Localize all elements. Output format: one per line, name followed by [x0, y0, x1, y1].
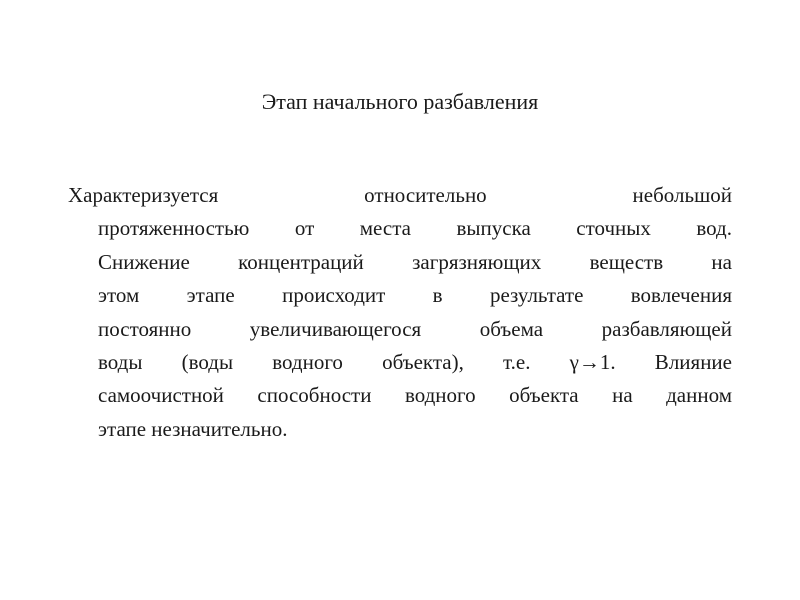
body-line: Снижение концентраций загрязняющих веществ на [98, 249, 732, 274]
body-line: этом этапе происходит в результате вовлечения [98, 283, 732, 308]
body-line: постоянно увеличивающегося объема разбавляющей [98, 316, 732, 341]
body-line: Характеризуется относительно небольшой [68, 183, 732, 207]
slide-body [68, 179, 732, 446]
slide-title: Этап начального разбавления [261, 89, 539, 114]
body-line: протяженностью от места выпуска сточных вод. [98, 216, 732, 241]
body-line: самоочистной способности водного объекта на данном [98, 383, 732, 408]
body-line: этапе незначительно. [98, 416, 288, 441]
body-line: воды (воды водного объекта), т.е. γ→1. Влияние [98, 349, 732, 374]
